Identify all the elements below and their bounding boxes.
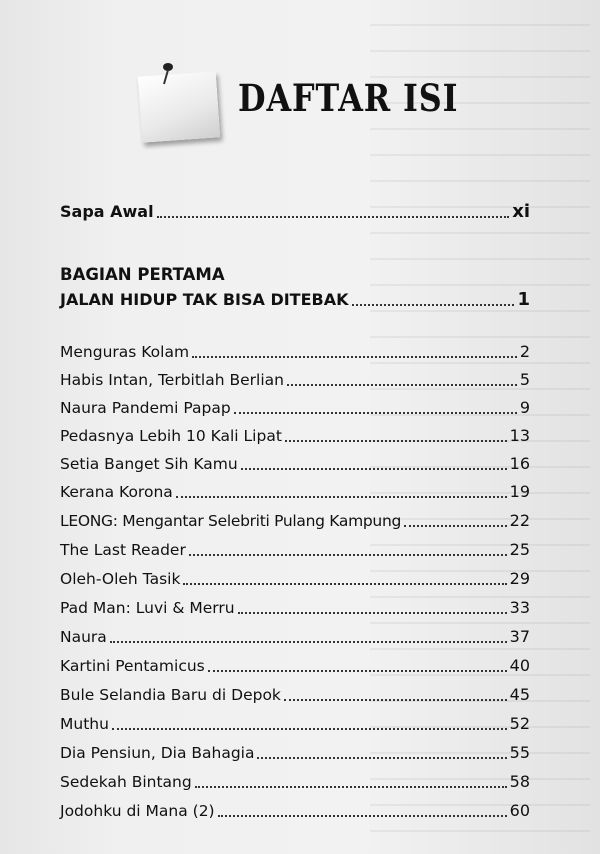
toc-entry-label: Jodohku di Mana (2)	[60, 802, 215, 820]
dot-leader	[208, 670, 507, 672]
toc-entry-page: 29	[509, 569, 530, 588]
toc-entry	[60, 793, 530, 821]
toc-entry	[60, 764, 530, 792]
toc-entry	[60, 503, 530, 531]
toc-entry-page: 16	[509, 454, 530, 473]
toc-entry	[60, 334, 530, 362]
toc-entry-page: 58	[509, 772, 530, 791]
toc-entry-label: Kerana Korona	[60, 483, 173, 501]
toc-entry	[60, 590, 530, 618]
toc-entry-page: 25	[509, 540, 530, 559]
dot-leader	[112, 728, 507, 730]
toc-entry-label: Habis Intan, Terbitlah Berlian	[60, 371, 284, 389]
toc-entry	[60, 418, 530, 446]
dot-leader	[287, 384, 517, 386]
dot-leader	[189, 554, 507, 556]
toc-entry	[60, 474, 530, 502]
toc-entry-page: 33	[509, 598, 530, 617]
toc-entry-label: Oleh-Oleh Tasik	[60, 570, 181, 588]
toc-entry-page: 60	[509, 801, 530, 820]
toc-entry-label: Kartini Pentamicus	[60, 657, 205, 675]
toc-entry-page: 52	[509, 714, 530, 733]
dot-leader	[176, 496, 507, 498]
toc-entry-page: 37	[509, 627, 530, 646]
dot-leader	[192, 356, 517, 358]
toc-section-part1	[60, 282, 530, 310]
page-title: DAFTAR ISI	[238, 76, 459, 120]
toc-entry-page: 13	[509, 426, 530, 445]
toc-entry	[60, 706, 530, 734]
sticky-note-icon	[138, 71, 220, 142]
dot-leader	[238, 612, 507, 614]
dot-leader	[241, 468, 507, 470]
toc-entry-label: Menguras Kolam	[60, 343, 190, 361]
dot-leader	[218, 815, 507, 817]
toc-entry-page: 5	[519, 370, 530, 389]
dot-leader	[257, 757, 506, 759]
dot-leader	[404, 525, 507, 527]
toc-entry-label: Setia Banget Sih Kamu	[60, 455, 238, 473]
toc-entry-page: 2	[519, 342, 530, 361]
section-subtitle: JALAN HIDUP TAK BISA DITEBAK	[60, 290, 349, 309]
toc-entry-label: Pad Man: Luvi & Merru	[60, 599, 235, 617]
dot-leader	[352, 304, 515, 306]
toc-entry-page: 22	[509, 511, 530, 530]
toc-entry	[60, 648, 530, 676]
toc-entry	[60, 677, 530, 705]
toc-entry-page: 19	[509, 482, 530, 501]
toc-entry-label: Naura Pandemi Papap	[60, 399, 231, 417]
toc-entry-page: 55	[509, 743, 530, 762]
toc-entry-page: 1	[517, 289, 530, 310]
dot-leader	[234, 412, 517, 414]
toc-entry	[60, 446, 530, 474]
toc-entry-label: Sapa Awal	[60, 202, 154, 221]
toc-entry-label: Naura	[60, 628, 107, 646]
toc-entry-page: 9	[519, 398, 530, 417]
toc-entry	[60, 619, 530, 647]
toc-entry-label: Bule Selandia Baru di Depok	[60, 686, 281, 704]
toc-entry-label: Muthu	[60, 715, 109, 733]
toc-entry-label: LEONG: Mengantar Selebriti Pulang Kampung	[60, 512, 402, 530]
push-pin-icon	[160, 62, 174, 86]
toc-entry-page: xi	[512, 201, 530, 222]
dot-leader	[284, 699, 507, 701]
dot-leader	[183, 583, 506, 585]
toc-entry	[60, 532, 530, 560]
toc-entry-label: The Last Reader	[60, 541, 186, 559]
toc-entry	[60, 735, 530, 763]
toc-entry	[60, 362, 530, 390]
section-heading: BAGIAN PERTAMA	[60, 265, 225, 284]
toc-entry-page: 40	[509, 656, 530, 675]
toc-entry-page: 45	[509, 685, 530, 704]
dot-leader	[195, 786, 507, 788]
toc-entry-label: Sedekah Bintang	[60, 773, 192, 791]
toc-entry	[60, 390, 530, 418]
toc-entry-intro	[60, 194, 530, 222]
dot-leader	[157, 216, 510, 218]
dot-leader	[110, 641, 507, 643]
dot-leader	[285, 440, 507, 442]
toc-entry-label: Dia Pensiun, Dia Bahagia	[60, 744, 255, 762]
toc-entry	[60, 561, 530, 589]
toc-entry-label: Pedasnya Lebih 10 Kali Lipat	[60, 427, 282, 445]
